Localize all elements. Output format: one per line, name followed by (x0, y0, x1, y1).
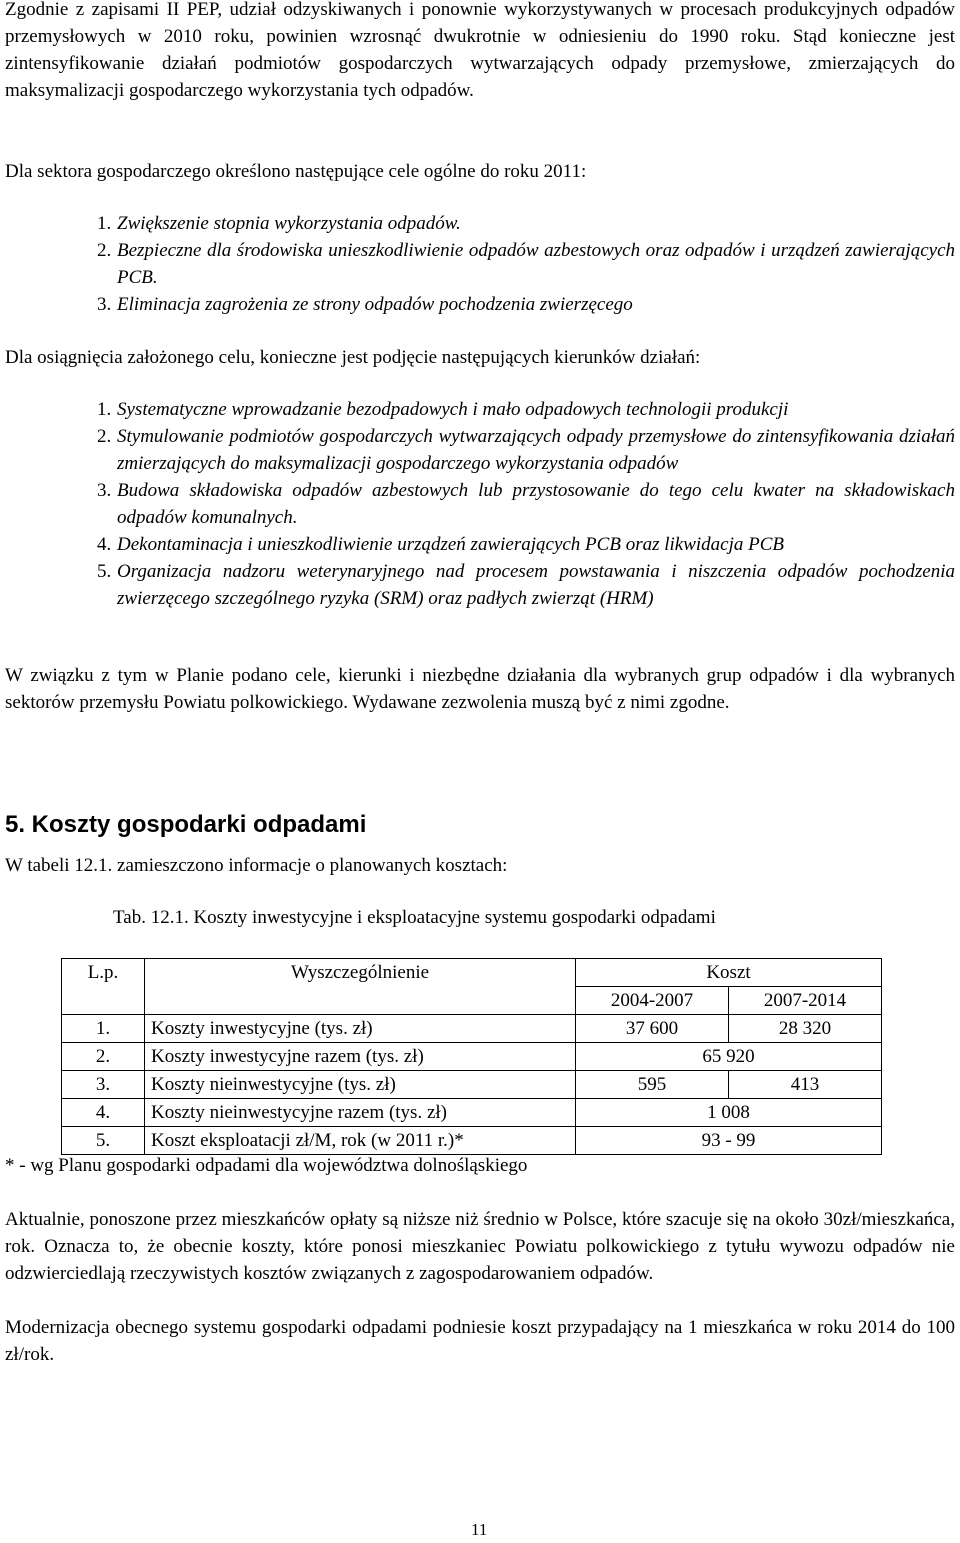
list-text: Budowa składowiska odpadów azbestowych lub przystosowanie do tego celu kwater na składowiskach odpadów komunalnych. (117, 480, 955, 528)
list-text: Stymulowanie podmiotów gospodarczych wytwarzających odpady przemysłowe do zintensyfikowania działań zmierzających do maksymalizacji gospodarczego wykorzystania odpadów (117, 426, 955, 474)
goals-list (5, 210, 955, 318)
header-period2: 2007-2014 (729, 987, 882, 1015)
table-footnote: * - wg Planu gospodarki odpadami dla województwa dolnośląskiego (5, 1155, 528, 1176)
list-number: 4. (97, 534, 112, 555)
list-number: 1. (97, 213, 112, 234)
directions-intro: Dla osiągnięcia założonego celu, konieczne jest podjęcie następujących kierunków działań: (5, 347, 701, 368)
list-item (5, 237, 955, 291)
list-item (5, 477, 955, 531)
list-number: 3. (97, 480, 112, 501)
list-item (5, 396, 955, 423)
table-row (62, 1099, 882, 1127)
list-number: 3. (97, 294, 112, 315)
cell-value: 1 008 (576, 1099, 882, 1127)
header-desc: Wyszczególnienie (145, 959, 576, 1015)
cell-desc: Koszty nieinwestycyjne (tys. zł) (145, 1071, 576, 1099)
cell-desc: Koszt eksploatacji zł/M, rok (w 2011 r.)* (145, 1127, 576, 1155)
list-number: 2. (97, 426, 112, 447)
cell-desc: Koszty inwestycyjne razem (tys. zł) (145, 1043, 576, 1071)
cost-table (61, 958, 882, 1155)
list-item (5, 291, 955, 318)
table-row (62, 1071, 882, 1099)
directions-list (5, 396, 955, 612)
list-text: Organizacja nadzoru weterynaryjnego nad procesem powstawania i niszczenia odpadów pochodzenia zwierzęcego szczególnego ryzyka (SRM) oraz padłych zwierząt (HRM) (117, 561, 955, 609)
cell-lp: 4. (62, 1099, 145, 1127)
cell-value: 595 (576, 1071, 729, 1099)
page-number: 11 (471, 1520, 488, 1539)
intro-paragraph: Zgodnie z zapisami II PEP, udział odzyskiwanych i ponownie wykorzystywanych w procesach produkcyjnych odpadów przemysłowych w 2010 roku, powinien wzrosnąć dwukrotnie w odniesieniu do 1990 roku. Stąd konieczne jest zintensyfikowanie działań podmiotów gospodarczych wytwarzających odpady przemysłowe, zmierzających do maksymalizacji gospodarczego wykorzystania tych odpadów. (5, 0, 955, 101)
list-number: 1. (97, 399, 112, 420)
cell-lp: 1. (62, 1015, 145, 1043)
cell-value: 65 920 (576, 1043, 882, 1071)
list-text: Systematyczne wprowadzanie bezodpadowych i mało odpadowych technologii produkcji (117, 399, 789, 420)
list-item (5, 210, 955, 237)
cell-lp: 2. (62, 1043, 145, 1071)
table-row (62, 1043, 882, 1071)
sector-goals-intro: Dla sektora gospodarczego określono następujące cele ogólne do roku 2011: (5, 161, 587, 182)
cell-lp: 3. (62, 1071, 145, 1099)
list-text: Dekontaminacja i unieszkodliwienie urządzeń zawierających PCB oraz likwidacja PCB (117, 534, 785, 555)
cell-value: 37 600 (576, 1015, 729, 1043)
cell-value: 413 (729, 1071, 882, 1099)
cell-value: 93 - 99 (576, 1127, 882, 1155)
cell-value: 28 320 (729, 1015, 882, 1043)
table-caption: Tab. 12.1. Koszty inwestycyjne i eksploatacyjne systemu gospodarki odpadami (113, 907, 716, 928)
table-header-row (62, 959, 882, 987)
list-item (5, 423, 955, 477)
table-intro: W tabeli 12.1. zamieszczono informacje o planowanych kosztach: (5, 855, 508, 876)
header-lp: L.p. (62, 959, 145, 1015)
header-period1: 2004-2007 (576, 987, 729, 1015)
summary-paragraph: W związku z tym w Planie podano cele, kierunki i niezbędne działania dla wybranych grup odpadów i dla wybranych sektorów przemysłu Powiatu polkowickiego. Wydawane zezwolenia muszą być z nimi zgodne. (5, 665, 955, 713)
list-text: Bezpieczne dla środowiska unieszkodliwienie odpadów azbestowych oraz odpadów i urządzeń zawierających PCB. (117, 240, 955, 288)
list-item (5, 531, 955, 558)
list-number: 2. (97, 240, 112, 261)
list-text: Eliminacja zagrożenia ze strony odpadów pochodzenia zwierzęcego (117, 294, 633, 315)
list-text: Zwiększenie stopnia wykorzystania odpadów. (117, 213, 461, 234)
table-row (62, 1127, 882, 1155)
current-costs-paragraph: Aktualnie, ponoszone przez mieszkańców opłaty są niższe niż średnio w Polsce, które szacuje się na około 30zł/mieszkańca, rok. Oznacza to, że obecnie koszty, które ponosi mieszkaniec Powiatu polkowickiego z tytułu wywozu odpadów nie odzwierciedlają rzeczywistych kosztów związanych z zagospodarowaniem odpadów. (5, 1209, 955, 1284)
modernization-paragraph: Modernizacja obecnego systemu gospodarki odpadami podniesie koszt przypadający na 1 mieszkańca w roku 2014 do 100 zł/rok. (5, 1317, 955, 1365)
cell-desc: Koszty inwestycyjne (tys. zł) (145, 1015, 576, 1043)
header-cost: Koszt (576, 959, 882, 987)
list-number: 5. (97, 561, 112, 582)
cell-desc: Koszty nieinwestycyjne razem (tys. zł) (145, 1099, 576, 1127)
section-heading: 5. Koszty gospodarki odpadami (5, 811, 367, 838)
table-row (62, 1015, 882, 1043)
cell-lp: 5. (62, 1127, 145, 1155)
list-item (5, 558, 955, 612)
